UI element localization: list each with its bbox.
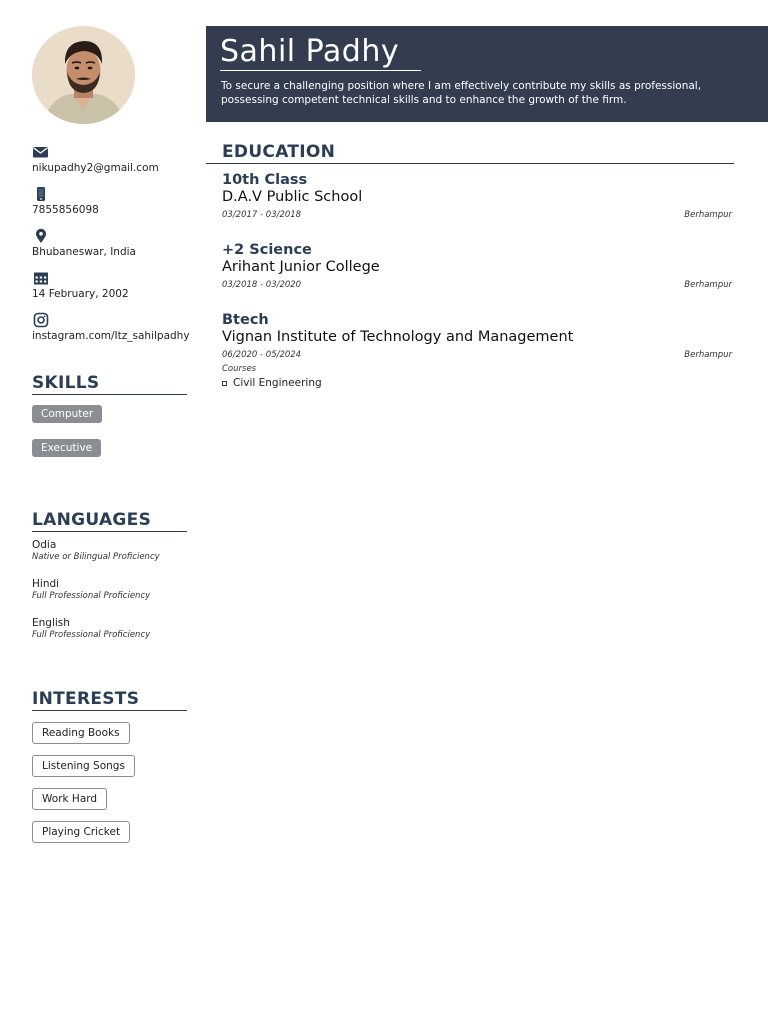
study-dates-text: 03/2017 - 03/2018 (222, 210, 302, 220)
language-level: Native or Bilingual Proficiency (32, 552, 160, 562)
languages-heading: LANGUAGES (32, 510, 187, 532)
language-name: Hindi (32, 578, 60, 590)
birthday-text: 14 February, 2002 (32, 288, 129, 300)
interest-tag: Work Hard (32, 788, 107, 810)
interest-tag: Playing Cricket (32, 821, 130, 843)
education-entry (206, 312, 734, 390)
education-heading: EDUCATION (206, 142, 734, 164)
degree-title: +2 Science (222, 242, 312, 258)
skill-tag: Executive (32, 439, 101, 457)
language-name: English (32, 617, 70, 629)
contact-email (32, 144, 192, 175)
study-city: Berhampur (684, 280, 732, 290)
email-text[interactable]: nikupadhy2@gmail.com (32, 162, 159, 174)
study-dates-text: 03/2018 - 03/2020 (222, 280, 302, 290)
study-dates (222, 210, 734, 221)
location-pin-icon (32, 228, 50, 244)
course-item (222, 377, 734, 390)
email-icon (32, 144, 50, 160)
career-objective: To secure a challenging position where I am effectively contribute my skills as professional, possessing competent technical skills and to enhance the growth of the firm. (221, 80, 702, 106)
school-name: D.A.V Public School (222, 189, 363, 205)
contact-instagram (32, 312, 192, 343)
contact-phone (32, 186, 192, 217)
language-name: Odia (32, 539, 57, 551)
calendar-icon (32, 270, 50, 286)
language-level: Full Professional Proficiency (32, 591, 151, 601)
study-dates (222, 350, 734, 361)
school-name: Arihant Junior College (222, 259, 380, 275)
education-section (206, 142, 734, 390)
interest-tag: Reading Books (32, 722, 130, 744)
location-text: Bhubaneswar, India (32, 246, 136, 258)
school-name: Vignan Institute of Technology and Management (222, 329, 574, 345)
language-level: Full Professional Proficiency (32, 630, 151, 640)
study-dates (222, 280, 734, 291)
interest-tag: Listening Songs (32, 755, 135, 777)
course-name: Civil Engineering (233, 377, 322, 389)
study-city: Berhampur (684, 350, 732, 360)
instagram-icon (32, 312, 50, 328)
resume-header (206, 26, 768, 122)
profile-photo (32, 26, 135, 124)
study-city: Berhampur (684, 210, 732, 220)
phone-text: 7855856098 (32, 204, 99, 216)
instagram-text[interactable]: instagram.com/Itz_sahilpadhy (32, 330, 190, 342)
languages-section (32, 510, 192, 641)
language-item (32, 578, 192, 602)
courses-label: Courses (222, 364, 257, 374)
square-bullet-icon (222, 381, 227, 386)
education-entry (206, 172, 734, 221)
language-item (32, 539, 192, 563)
candidate-name: Sahil Padhy (220, 34, 421, 71)
degree-title: Btech (222, 312, 269, 328)
contact-info (32, 144, 192, 354)
interests-section (32, 689, 192, 843)
skill-tag: Computer (32, 405, 102, 423)
skills-heading: SKILLS (32, 373, 187, 395)
study-dates-text: 06/2020 - 05/2024 (222, 350, 302, 360)
profile-photo-illustration (32, 26, 135, 124)
language-item (32, 617, 192, 641)
interests-heading: INTERESTS (32, 689, 187, 711)
contact-location (32, 228, 192, 259)
education-entry (206, 242, 734, 291)
phone-icon (32, 186, 50, 202)
contact-birthday (32, 270, 192, 301)
skills-section (32, 373, 192, 457)
degree-title: 10th Class (222, 172, 308, 188)
